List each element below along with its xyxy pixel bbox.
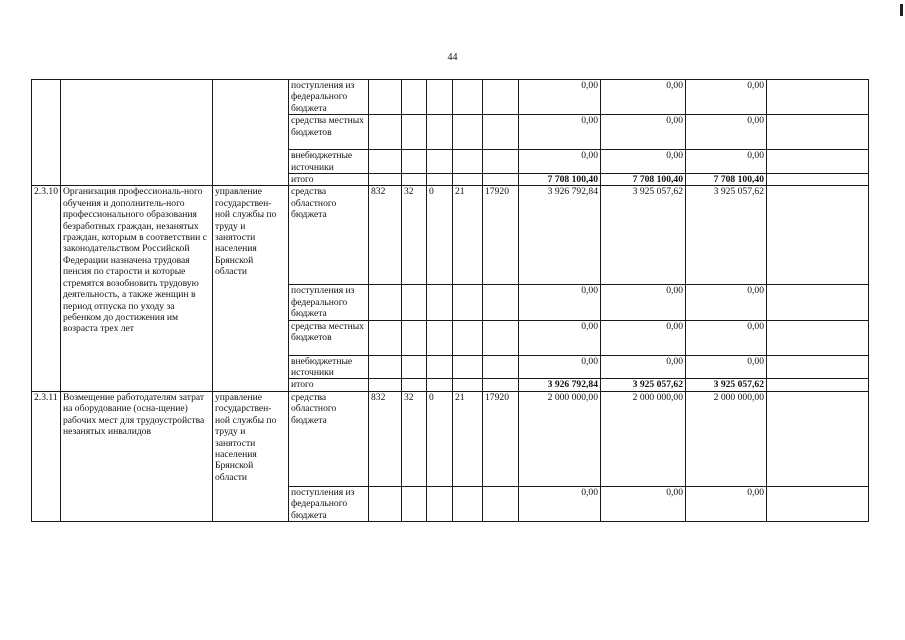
item-title: Возмещение работодателям затрат на оборудование (осна-щение) рабочих мест для трудоустройства незанятых инвалидов: [61, 391, 213, 521]
value-cell: 0,00: [519, 80, 601, 115]
value-cell: 0,00: [519, 285, 601, 320]
value-cell: 0,00: [519, 115, 601, 150]
table-row: [32, 391, 869, 486]
value-cell: 3 925 057,62: [686, 186, 767, 285]
code-cell: 0: [427, 186, 453, 285]
value-cell: 0,00: [519, 320, 601, 355]
total-value: 7 708 100,40: [686, 174, 767, 186]
page-number: 44: [447, 52, 458, 63]
value-cell: 0,00: [519, 355, 601, 379]
funding-source: поступления из федерального бюджета: [289, 285, 369, 320]
total-value: 3 925 057,62: [601, 379, 686, 391]
code-cell: 21: [453, 186, 483, 285]
value-cell: 0,00: [686, 285, 767, 320]
table-row: [32, 80, 869, 115]
funding-source: средства областного бюджета: [289, 391, 369, 486]
value-cell: 0,00: [686, 115, 767, 150]
code-cell: 21: [453, 391, 483, 486]
funding-source: поступления из федерального бюджета: [289, 80, 369, 115]
value-cell: 0,00: [519, 150, 601, 174]
value-cell: 0,00: [686, 355, 767, 379]
item-number: 2.3.10: [32, 186, 61, 391]
total-label: итого: [289, 379, 369, 391]
code-cell: 832: [369, 391, 402, 486]
funding-source: средства областного бюджета: [289, 186, 369, 285]
value-cell: 0,00: [686, 150, 767, 174]
code-cell: 32: [402, 391, 427, 486]
item-executor: управление государствен-ной службы по труду и занятости населения Брянской области: [213, 391, 289, 521]
value-cell: 0,00: [601, 150, 686, 174]
value-cell: 0,00: [686, 486, 767, 521]
code-cell: 0: [427, 391, 453, 486]
code-cell: 32: [402, 186, 427, 285]
funding-source: средства местных бюджетов: [289, 320, 369, 355]
value-cell: 0,00: [601, 355, 686, 379]
funding-source: внебюджетные источники: [289, 355, 369, 379]
item-number: 2.3.11: [32, 391, 61, 521]
budget-table: [31, 79, 869, 522]
scan-edge-mark: [900, 4, 903, 16]
value-cell: 0,00: [601, 320, 686, 355]
funding-source: внебюджетные источники: [289, 150, 369, 174]
code-cell: 17920: [483, 186, 519, 285]
value-cell: 3 926 792,84: [519, 186, 601, 285]
value-cell: 0,00: [601, 285, 686, 320]
table-row: [32, 186, 869, 285]
value-cell: 2 000 000,00: [686, 391, 767, 486]
total-value: 3 926 792,84: [519, 379, 601, 391]
code-cell: 832: [369, 186, 402, 285]
value-cell: 0,00: [686, 80, 767, 115]
value-cell: 0,00: [686, 320, 767, 355]
value-cell: 0,00: [601, 115, 686, 150]
funding-source: средства местных бюджетов: [289, 115, 369, 150]
value-cell: 0,00: [519, 486, 601, 521]
total-value: 7 708 100,40: [519, 174, 601, 186]
item-title: Организация профессиональ-ного обучения и дополнитель-ного профессионального образования безработных граждан, незанятых граждан, которым в соответствии с законодательством Российской Федерации назначена трудовая пенсия по старости и которые стремятся возобновить трудовую деятельность, а также женщин в период отпуска по уходу за ребенком до достижения им возраста трех лет: [61, 186, 213, 391]
funding-source: поступления из федерального бюджета: [289, 486, 369, 521]
value-cell: 2 000 000,00: [519, 391, 601, 486]
value-cell: 0,00: [601, 80, 686, 115]
value-cell: 3 925 057,62: [601, 186, 686, 285]
total-label: итого: [289, 174, 369, 186]
value-cell: 0,00: [601, 486, 686, 521]
item-executor: управление государствен-ной службы по труду и занятости населения Брянской области: [213, 186, 289, 391]
value-cell: 2 000 000,00: [601, 391, 686, 486]
total-value: 7 708 100,40: [601, 174, 686, 186]
total-value: 3 925 057,62: [686, 379, 767, 391]
code-cell: 17920: [483, 391, 519, 486]
